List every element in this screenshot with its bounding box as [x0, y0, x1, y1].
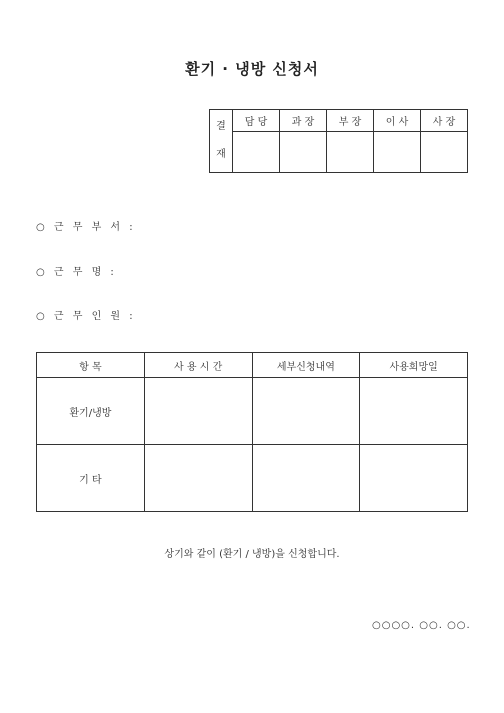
field-work-name: ○ 근 무 명 :	[36, 267, 117, 278]
approval-col-section-chief: 과 장	[280, 110, 327, 132]
cell-detail-other[interactable]	[252, 445, 360, 512]
row-label-ventilation-cooling: 환기/냉방	[37, 378, 145, 445]
approval-sign-president[interactable]	[421, 132, 468, 173]
approval-col-staff: 담 당	[233, 110, 280, 132]
field-headcount: ○ 근 무 인 원 :	[36, 311, 136, 322]
header-usage-time: 사 용 시 간	[144, 353, 252, 378]
cell-usage-time-other[interactable]	[144, 445, 252, 512]
approval-col-director: 이 사	[374, 110, 421, 132]
approval-sign-staff[interactable]	[233, 132, 280, 173]
approval-sign-dept-head[interactable]	[327, 132, 374, 173]
approval-side-label: 결 재	[210, 110, 233, 173]
approval-col-president: 사 장	[421, 110, 468, 132]
cell-usage-time[interactable]	[144, 378, 252, 445]
header-detail: 세부신청내역	[252, 353, 360, 378]
header-item: 항 목	[37, 353, 145, 378]
approval-col-dept-head: 부 장	[327, 110, 374, 132]
header-desired-date: 사용희망일	[360, 353, 468, 378]
request-statement: 상기와 같이 (환기 / 냉방)을 신청합니다.	[164, 549, 340, 560]
cell-detail[interactable]	[252, 378, 360, 445]
cell-desired-date-other[interactable]	[360, 445, 468, 512]
request-date: ○○○○. ○○. ○○.	[372, 620, 471, 631]
cell-desired-date[interactable]	[360, 378, 468, 445]
approval-sign-director[interactable]	[374, 132, 421, 173]
field-department: ○ 근 무 부 서 :	[36, 222, 136, 233]
request-table	[36, 352, 468, 512]
row-label-other: 기 타	[37, 445, 145, 512]
approval-sign-section-chief[interactable]	[280, 132, 327, 173]
approval-table	[209, 109, 468, 173]
page-title: 환기 · 냉방 신청서	[185, 60, 319, 78]
